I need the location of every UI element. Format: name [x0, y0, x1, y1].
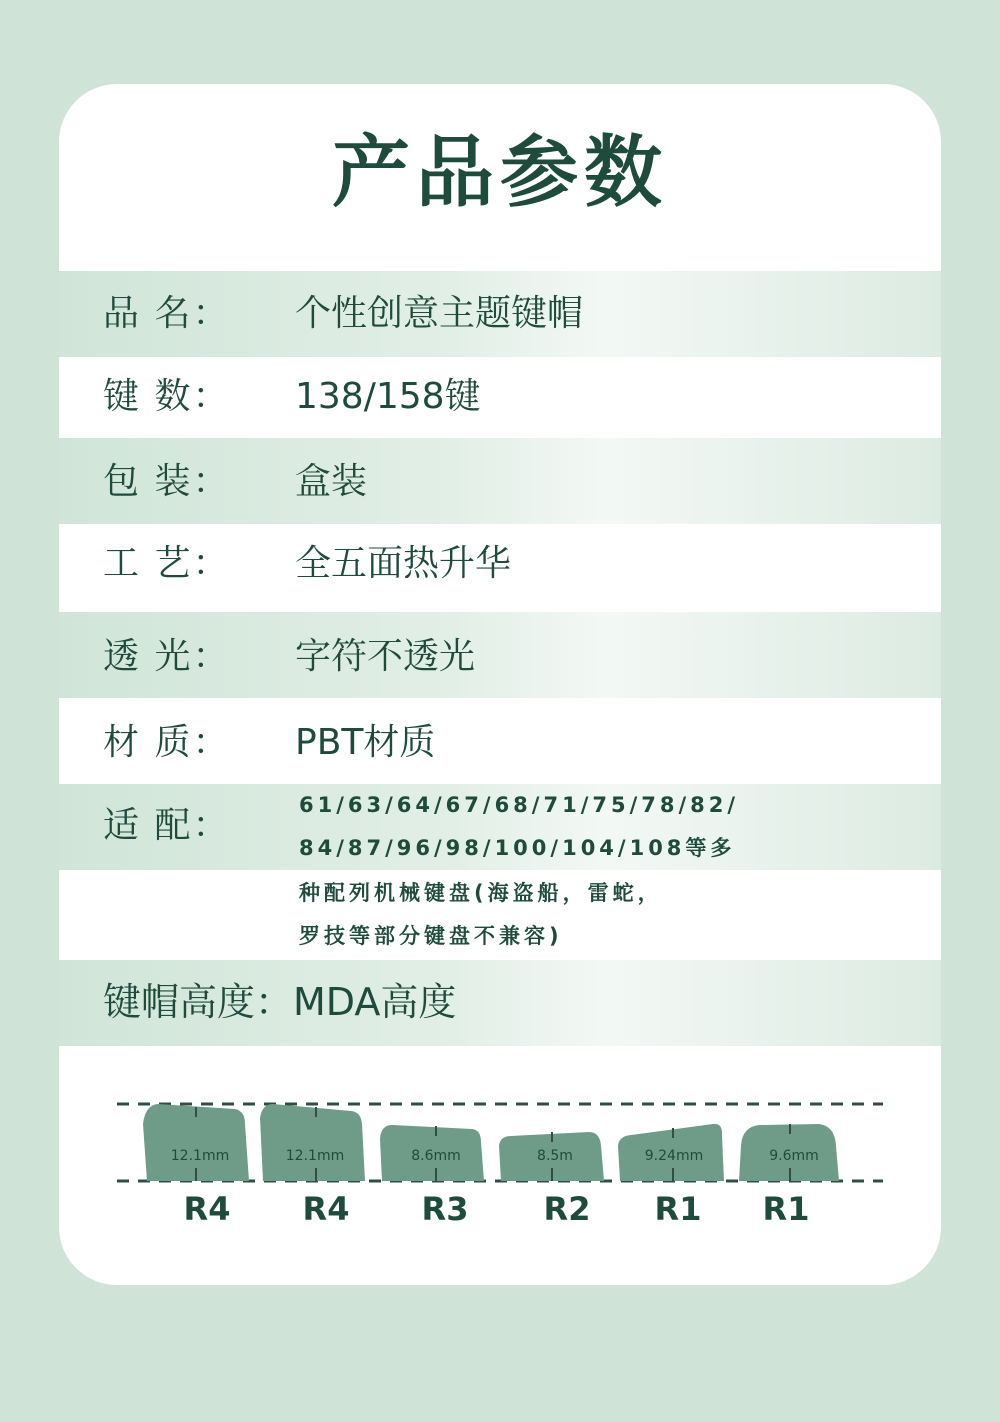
parameter-card: [59, 84, 941, 1285]
keycap-row-label: R4: [183, 1190, 231, 1228]
param-value: 138/158键: [295, 376, 481, 417]
height-label: 键帽高度：: [103, 980, 294, 1024]
compat-line: 罗技等部分键盘不兼容): [299, 924, 563, 948]
keycap-row-label: R3: [421, 1190, 469, 1228]
param-label: 材 质：: [103, 722, 231, 763]
compat-line: 61/63/64/67/68/71/75/78/82/: [299, 793, 740, 817]
compat-line: 种配列机械键盘(海盗船，雷蛇，: [299, 881, 663, 905]
param-label: 品 名：: [103, 293, 231, 334]
keycap-row-label: R2: [543, 1190, 591, 1228]
keycap-height-label: 8.5m: [537, 1148, 573, 1164]
height-value: MDA高度: [293, 980, 457, 1024]
param-value: 全五面热升华: [295, 543, 512, 584]
keycap-row-label: R1: [654, 1190, 702, 1228]
param-label: 包 装：: [103, 461, 231, 502]
keycap-height-label: 9.24mm: [644, 1148, 704, 1164]
keycap-height-label: 8.6mm: [411, 1148, 461, 1164]
keycap-height-label: 12.1mm: [170, 1148, 230, 1164]
keycap-profile-diagram: [59, 84, 941, 1285]
param-label: 工 艺：: [103, 543, 231, 584]
param-value: 字符不透光: [295, 636, 476, 677]
keycap-shape-r4: [260, 1104, 365, 1181]
keycap-height-label: 9.6mm: [769, 1148, 819, 1164]
param-value: 盒装: [295, 461, 368, 502]
param-label: 适 配：: [103, 805, 231, 846]
param-label: 键 数：: [103, 376, 231, 417]
param-label: 透 光：: [103, 636, 231, 677]
compat-line: 84/87/96/98/100/104/108等多: [299, 836, 736, 860]
keycap-row-label: R1: [762, 1190, 810, 1228]
param-value: PBT材质: [295, 722, 436, 763]
keycap-row-label: R4: [302, 1190, 350, 1228]
keycap-height-label: 12.1mm: [285, 1148, 345, 1164]
param-value: 个性创意主题键帽: [295, 293, 584, 334]
page-title: 产品参数: [331, 128, 668, 218]
